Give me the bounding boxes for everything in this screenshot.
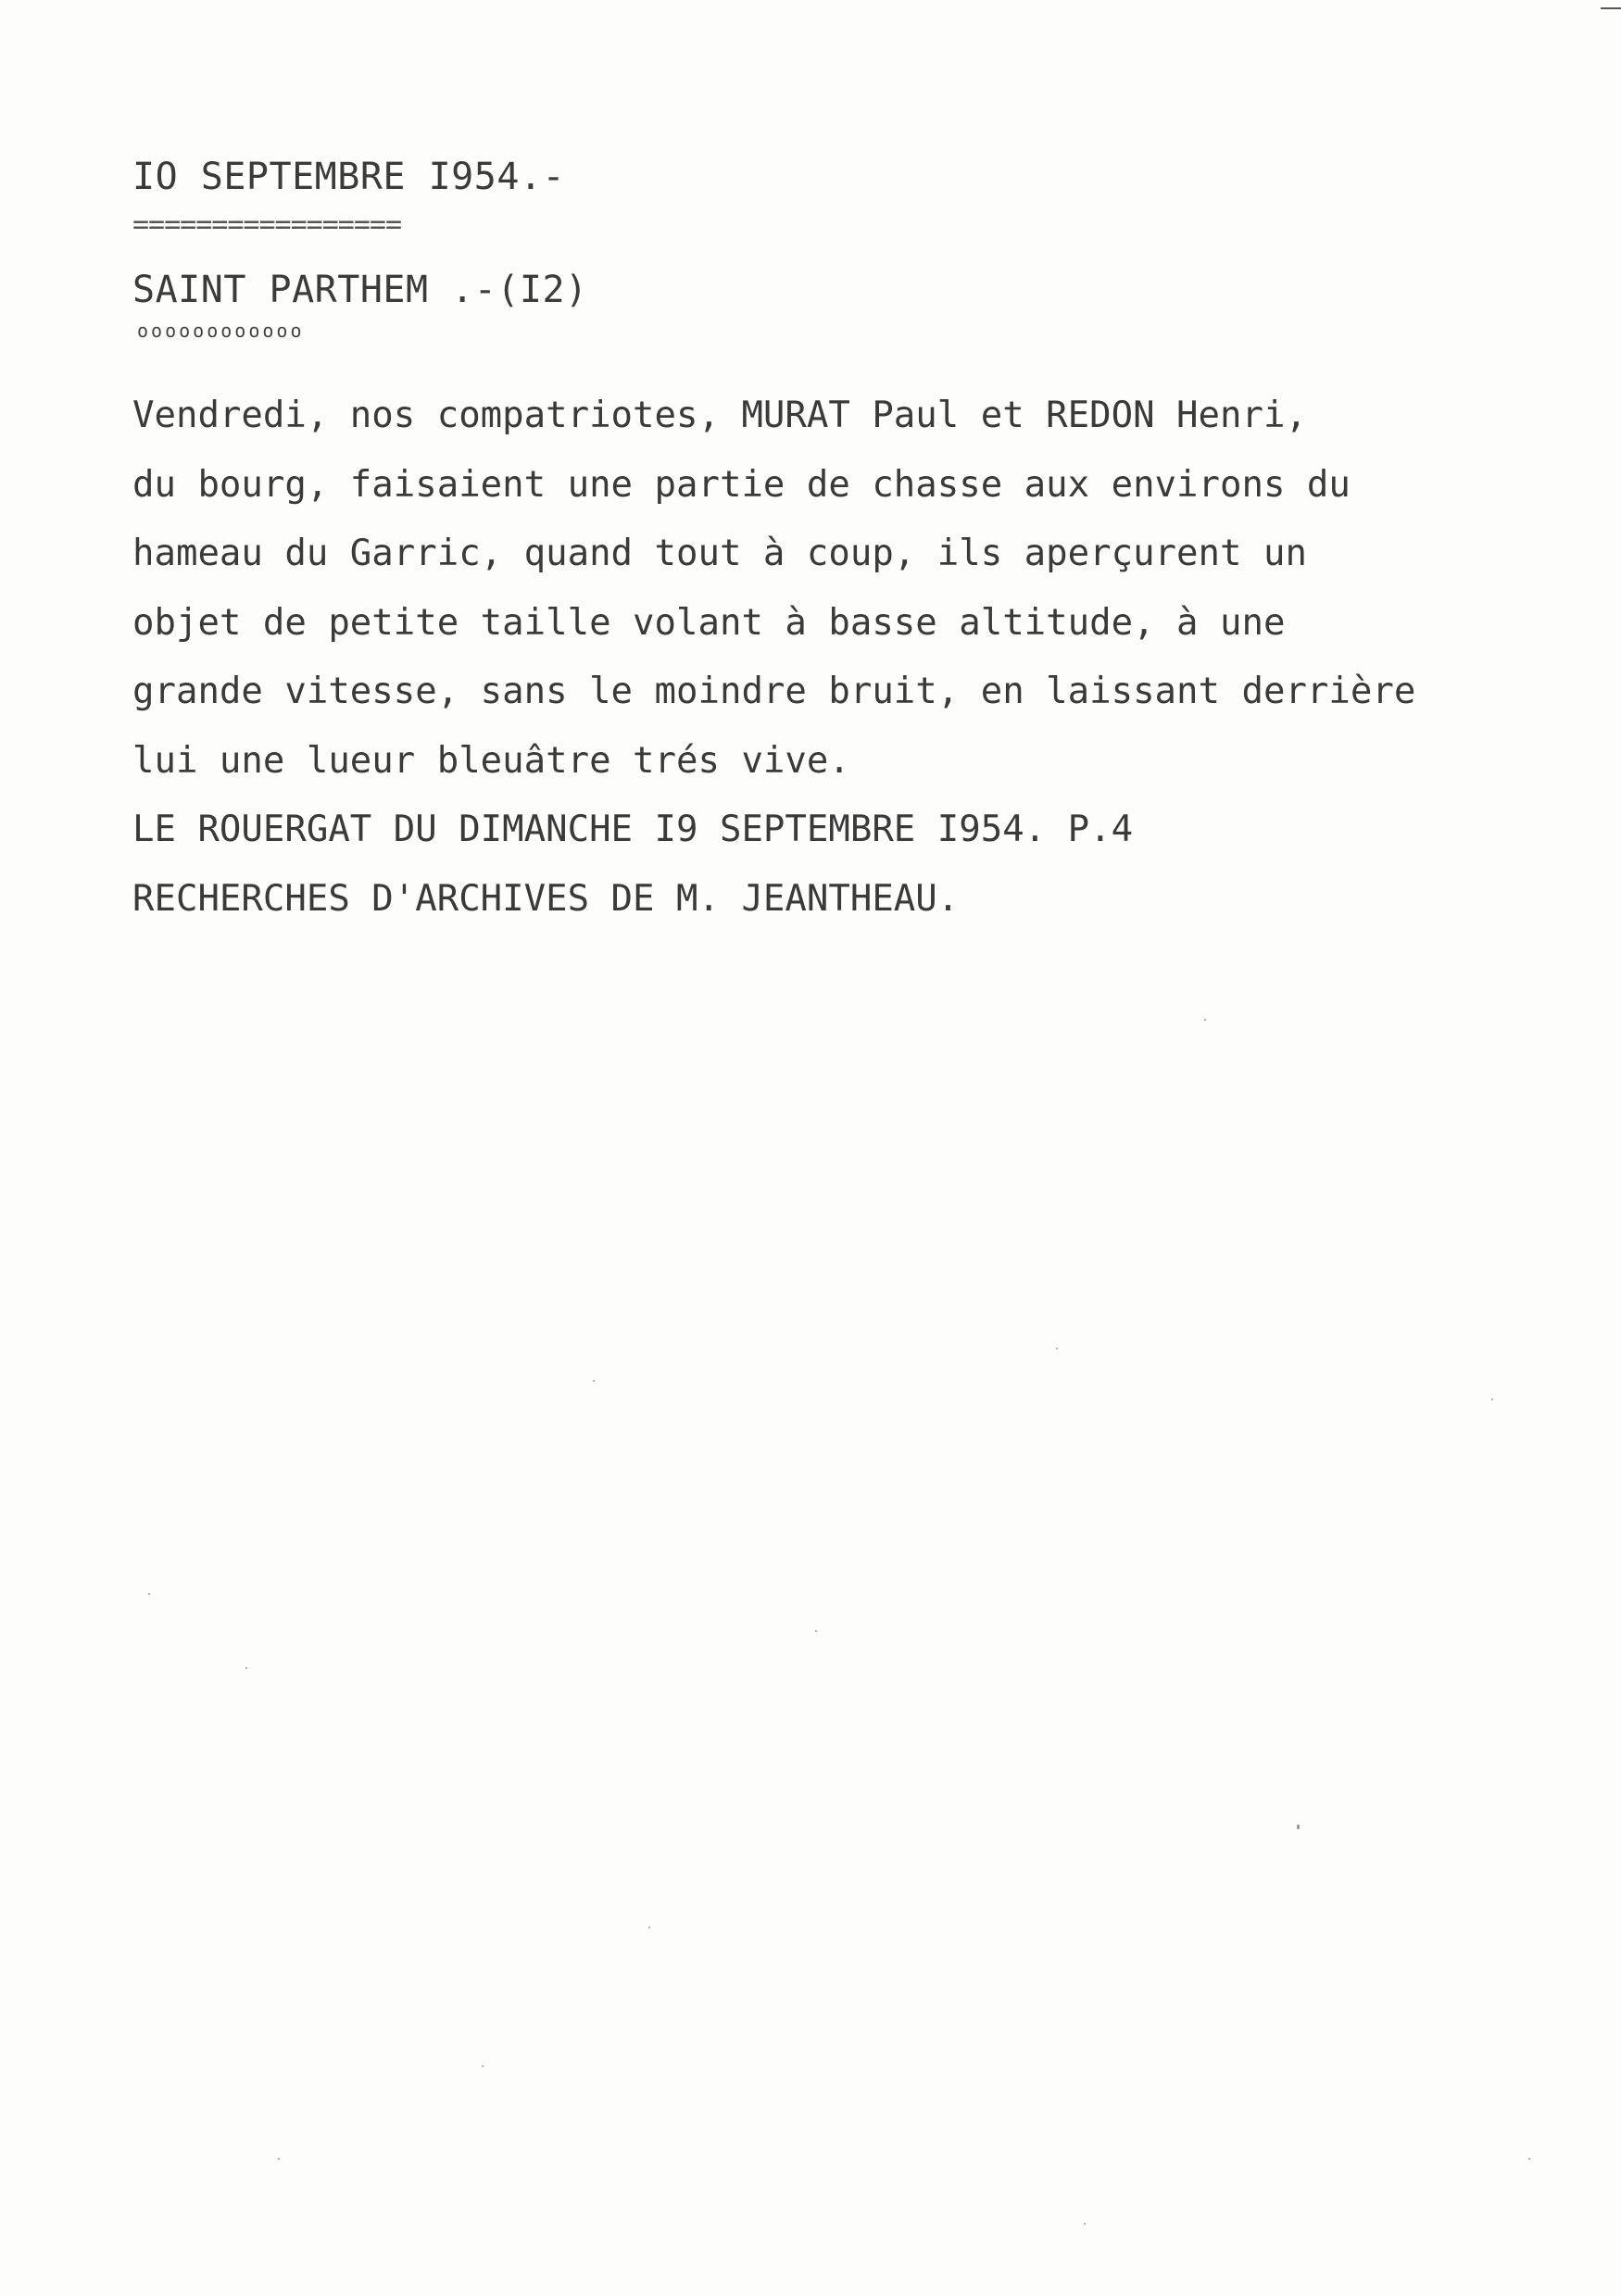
date-underline: ================= [132,208,402,241]
body-line-2: du bourg, faisaient une partie de chasse aux environs du [132,463,1351,506]
document-date: IO SEPTEMBRE I954.- [132,156,566,198]
body-line-1: Vendredi, nos compatriotes, MURAT Paul et REDON Henri, [132,395,1307,436]
body-line-6: lui une lueur bleuâtre trés vive. [132,739,850,782]
source-citation: LE ROUERGAT DU DIMANCHE I9 SEPTEMBRE I954. P.4 [132,809,1134,850]
scan-edge-mark [1601,7,1621,9]
article-body [132,382,1577,934]
body-line-3: hameau du Garric, quand tout à coup, ils aperçurent un [132,533,1307,574]
body-line-5: grande vitesse, sans le moindre bruit, en laissant derrière [132,671,1416,712]
place-heading: SAINT PARTHEM .-(I2) [132,269,588,311]
archive-credit: RECHERCHES D'ARCHIVES DE M. JEANTHEAU. [132,877,960,920]
body-line-4: objet de petite taille volant à basse altitude, à une [132,601,1286,644]
place-underline: oooooooooooo [137,320,305,342]
